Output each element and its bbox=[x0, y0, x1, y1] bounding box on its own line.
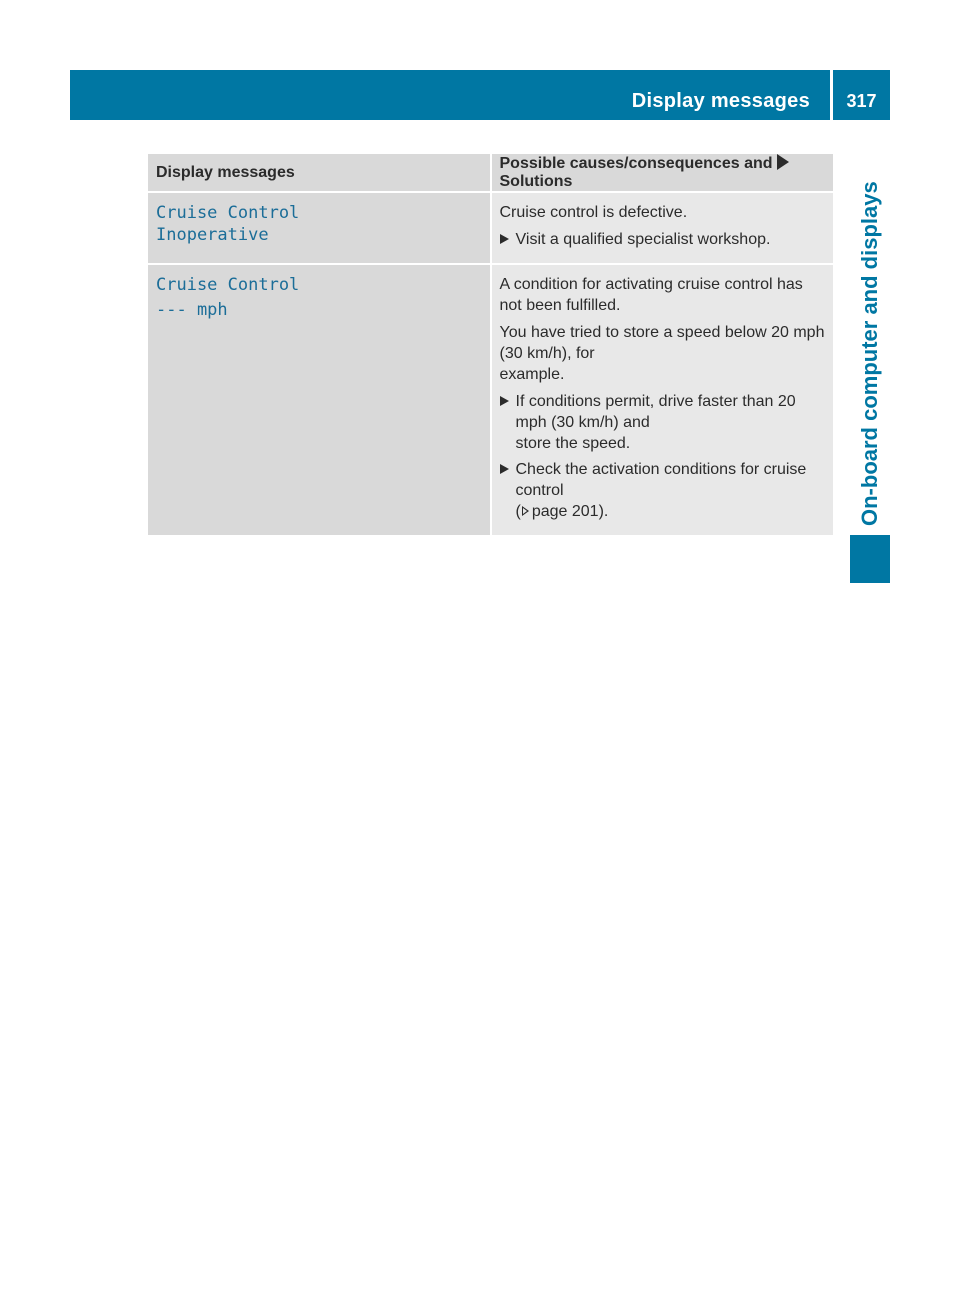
page-header bbox=[70, 70, 890, 120]
triangle-right-icon bbox=[500, 234, 509, 244]
cause-text: A condition for activating cruise control has not been fulfilled. bbox=[499, 276, 803, 314]
table-row bbox=[148, 192, 833, 264]
solution-step bbox=[500, 391, 826, 454]
page-reference bbox=[516, 501, 826, 522]
solution-step bbox=[500, 459, 826, 522]
display-messages-table bbox=[148, 154, 833, 535]
triangle-right-icon bbox=[500, 396, 509, 406]
cause-text: Cruise control is defective. bbox=[499, 204, 688, 221]
message-cell bbox=[148, 192, 491, 264]
step-text: If conditions permit, drive faster than 20 mph (30 km/h) and bbox=[515, 393, 796, 431]
solution-step bbox=[500, 229, 826, 250]
cause-line: example. bbox=[499, 366, 565, 383]
solution-cell bbox=[491, 264, 834, 535]
step-text: store the speed. bbox=[515, 435, 631, 452]
chapter-label: On-board computer and displays bbox=[857, 181, 882, 526]
message-text: --- mph bbox=[156, 300, 228, 320]
table-header-row bbox=[148, 154, 833, 192]
reference-paren: ( bbox=[515, 503, 521, 520]
column-header-display-messages: Display messages bbox=[148, 154, 491, 192]
triangle-right-icon bbox=[777, 154, 789, 170]
message-text: Inoperative bbox=[156, 225, 269, 245]
cause-text bbox=[500, 322, 826, 385]
step-text: Visit a qualified specialist workshop. bbox=[515, 231, 771, 248]
message-cell bbox=[148, 264, 491, 535]
triangle-right-icon bbox=[500, 464, 509, 474]
page-number: 317 bbox=[846, 91, 877, 111]
table-row bbox=[148, 264, 833, 535]
column-header-solutions-label: Solutions bbox=[499, 173, 573, 190]
section-title: Display messages bbox=[631, 90, 810, 112]
reference-text: page 201). bbox=[531, 503, 609, 520]
cause-line: You have tried to store a speed below 20 mph (30 km/h), for bbox=[499, 324, 825, 362]
column-header-causes-label: Possible causes/consequences and bbox=[499, 155, 773, 172]
message-text: Cruise Control bbox=[156, 203, 300, 223]
column-header-causes-solutions bbox=[491, 154, 834, 192]
solution-cell bbox=[491, 192, 834, 264]
chapter-marker bbox=[850, 535, 890, 583]
page-reference-icon bbox=[522, 506, 529, 516]
message-text: Cruise Control bbox=[156, 275, 300, 295]
step-text: Check the activation conditions for cruise control bbox=[515, 461, 807, 499]
